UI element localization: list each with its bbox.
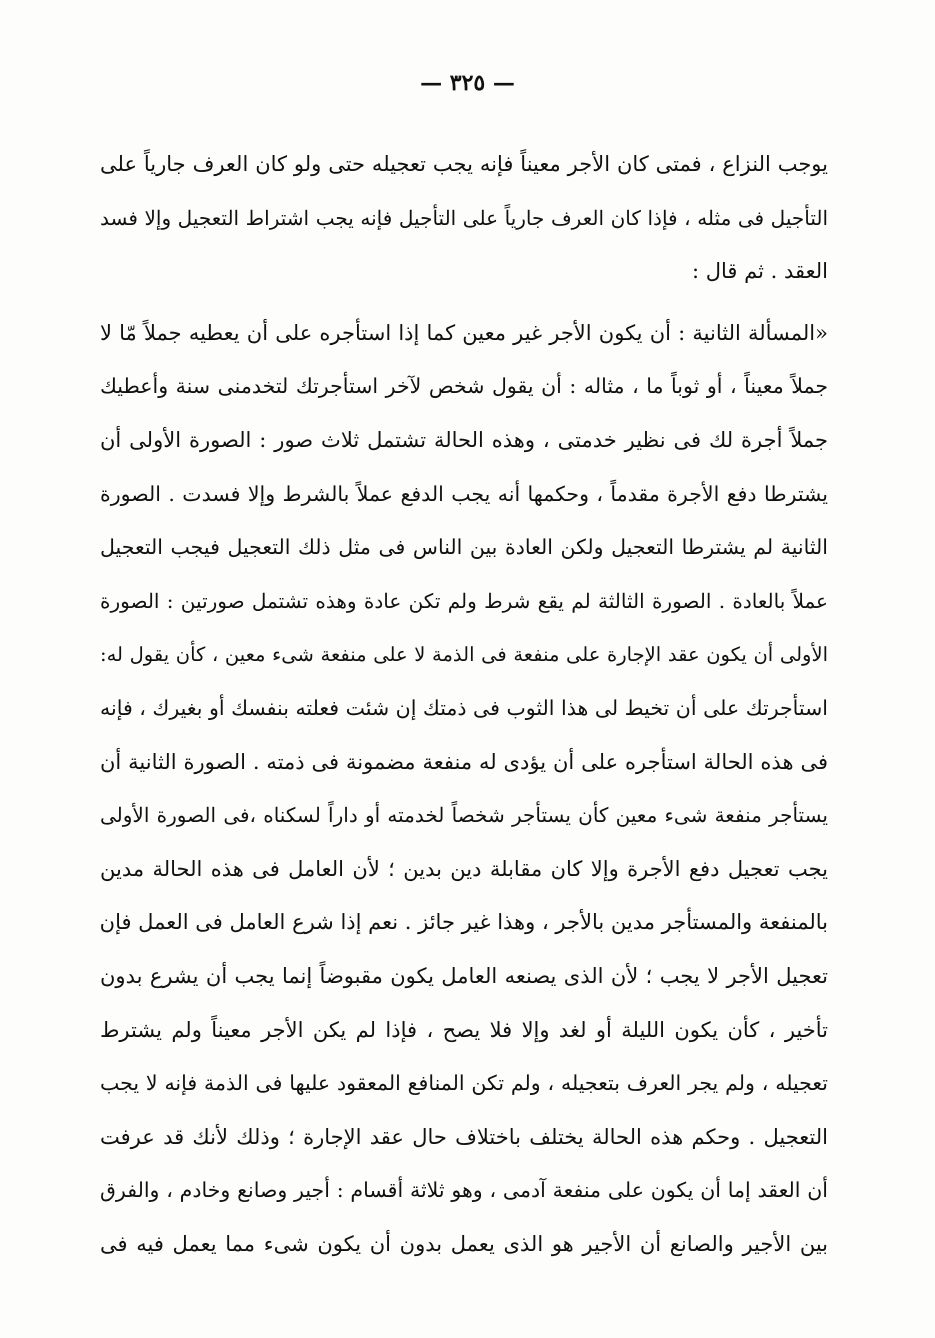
text-line: التأجيل فى مثله ، فإذا كان العرف جارياً على التأجيل فإنه يجب اشتراط التعجيل وإلا فسد — [100, 205, 828, 230]
text-line: بالمنفعة والمستأجر مدين بالأجر ، وهذا غير جائز . نعم إذا شرع العامل فى العمل فإن — [100, 910, 828, 935]
text-line: تعجيل الأجر لا يجب ؛ لأن الذى يصنعه العامل يكون مقبوضاً إنما يجب أن يشرع بدون — [100, 963, 828, 988]
body-text — [100, 138, 828, 1271]
text-line: التعجيل . وحكم هذه الحالة يختلف باختلاف حال عقد الإجارة ؛ وذلك لأنك قد عرفت — [100, 1124, 828, 1149]
text-line: الأولى أن يكون عقد الإجارة على منفعة فى الذمة لا على منفعة شىء معين ، كأن يقول له: — [100, 643, 828, 667]
text-line: الثانية لم يشترطا التعجيل ولكن العادة بين الناس فى مثل ذلك التعجيل فيجب التعجيل — [100, 535, 828, 560]
text-line: جملاً معيناً ، أو ثوباً ما ، مثاله : أن يقول شخص لآخر استأجرتك لتخدمنى سنة وأعطيك — [100, 374, 828, 399]
text-line: تعجيله ، ولم يجر العرف بتعجيله ، ولم تكن المنافع المعقود عليها فى الذمة فإنه لا يجب — [100, 1071, 828, 1096]
text-line: يجب تعجيل دفع الأجرة وإلا كان مقابلة دين بدين ؛ لأن العامل فى هذه الحالة مدين — [100, 856, 828, 881]
text-line: يستأجر منفعة شىء معين كأن يستأجر شخصاً لخدمته أو داراً لسكناه ،فى الصورة الأولى — [100, 803, 828, 828]
text-line: يوجب النزاع ، فمتى كان الأجر معيناً فإنه يجب تعجيله حتى ولو كان العرف جارياً على — [100, 152, 828, 176]
text-line: فى هذه الحالة استأجره على أن يؤدى له منفعة مضمونة فى ذمته . الصورة الثانية أن — [100, 749, 828, 774]
text-line: استأجرتك على أن تخيط لى هذا الثوب فى ذمتك إن شئت فعلته بنفسك أو بغيرك ، فإنه — [100, 695, 828, 720]
text-line: يشترطا دفع الأجرة مقدماً ، وحكمها أنه يجب الدفع عملاً بالشرط وإلا فسدت . الصورة — [100, 481, 828, 506]
text-line: أن العقد إما أن يكون على منفعة آدمى ، وهو ثلاثة أقسام : أجير وصانع وخادم ، والفرق — [100, 1178, 828, 1203]
text-line: العقد . ثم قال : — [692, 259, 828, 284]
page-number: — ٣٢٥ — — [420, 70, 515, 96]
text-line: بين الأجير والصانع أن الأجير هو الذى يعمل بدون أن يكون شىء مما يعمل فيه فى — [100, 1231, 828, 1256]
text-line: «المسألة الثانية : أن يكون الأجر غير معين كما إذا استأجره على أن يعطيه جملاً مّا لا — [100, 320, 828, 345]
text-line: جملاً أجرة لك فى نظير خدمتى ، وهذه الحالة تشتمل ثلاث صور : الصورة الأولى أن — [100, 427, 828, 452]
text-line: عملاً بالعادة . الصورة الثالثة لم يقع شرط ولم تكن عادة وهذه تشتمل صورتين : الصورة — [100, 588, 828, 613]
text-line: تأخير ، كأن يكون الليلة أو لغد وإلا فلا يصح ، فإذا لم يكن الأجر معيناً ولم يشترط — [100, 1017, 828, 1042]
